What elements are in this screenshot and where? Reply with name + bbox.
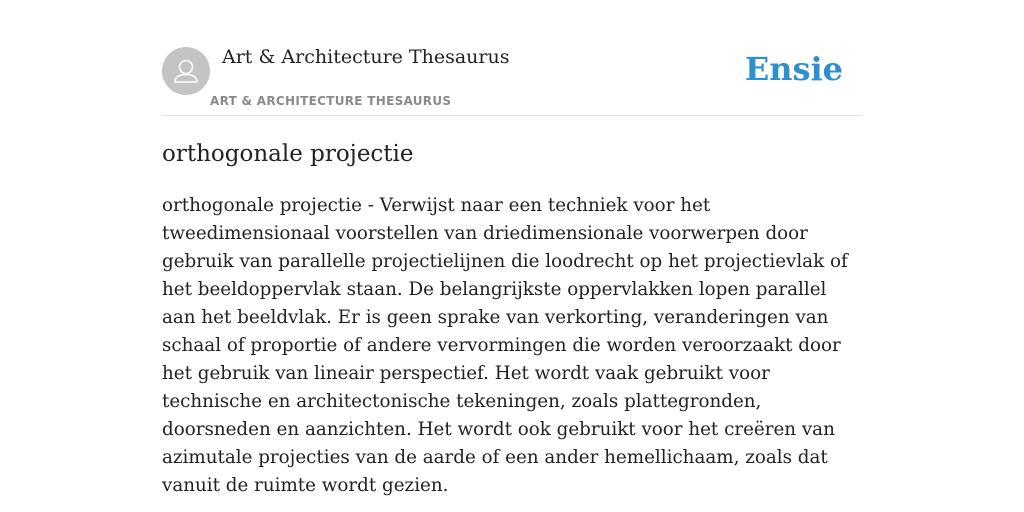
entry-header (162, 0, 862, 116)
entry-title: orthogonale projectie (162, 141, 414, 167)
author-name[interactable]: Art & Architecture Thesaurus (222, 46, 510, 68)
ensie-logo[interactable]: Ensie (744, 50, 843, 88)
author-subtitle[interactable]: ART & ARCHITECTURE THESAURUS (210, 94, 452, 108)
entry-card (162, 0, 862, 512)
user-avatar-icon[interactable] (162, 47, 210, 95)
entry-definition: orthogonale projectie - Verwijst naar een techniek voor het tweedimensionaal voorstellen van driedimensionale voorwerpen door gebruik van parallelle projectielijnen die loodrecht op het projectievlak of het beeldoppervlak staan. De belangrijkste oppervlakken lopen parallel aan het beeldvlak. Er is geen sprake van verkorting, veranderingen van schaal of proportie of andere vervormingen die worden veroorzaakt door het gebruik van lineair perspectief. Het wordt vaak gebruikt voor technische en architectonische tekeningen, zoals plattegronden, doorsneden en aanzichten. Het wordt ook gebruikt voor het creëren van azimutale projecties van de aarde of een ander hemellichaam, zoals dat vanuit de ruimte wordt gezien. (162, 195, 848, 496)
